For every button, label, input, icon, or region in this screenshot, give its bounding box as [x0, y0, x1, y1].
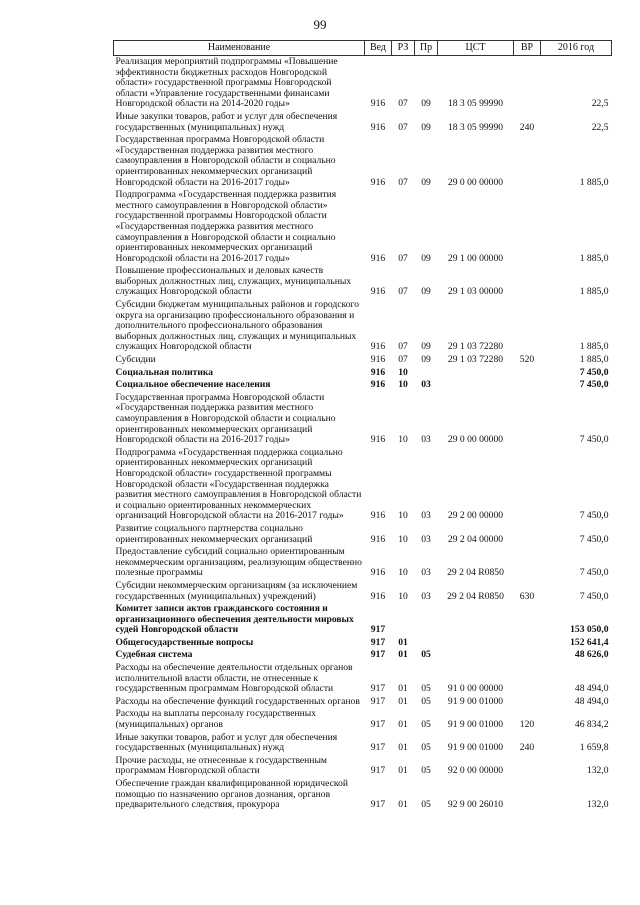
row-sum-cell: 48 626,0 — [574, 649, 609, 661]
row-name-cell: Общегосударственные вопросы — [115, 636, 254, 648]
table-body — [114, 56, 612, 812]
row-rz-cell: 07 — [398, 341, 408, 353]
row-ved-cell: 917 — [370, 799, 386, 811]
row-vr-cell: 120 — [519, 719, 535, 731]
row-pr-cell: 03 — [421, 510, 431, 522]
row-cst-cell: 29 1 03 72280 — [447, 341, 504, 353]
row-cst-cell: 29 1 03 72280 — [447, 354, 504, 366]
row-ved-cell: 917 — [370, 695, 386, 707]
table-row — [114, 379, 612, 392]
row-name-cell: Подпрограмма «Государственная поддержка развития местного самоуправления в Новгородской области» государственной программы Новгородской области «Государственная поддержка развития местного самоуправления в Новгородской области и социально ориентированных некоммерческих организаций Новгородской области на 2016-2017 годы» — [115, 189, 337, 264]
row-ved-cell: 917 — [370, 649, 386, 661]
row-name-cell: Реализация мероприятий подпрограммы «Повышение эффективности бюджетных расходов Новгородской области» государственной программы Новгородской области «Управление государственными финансами Новгородской области на 2014-2020 годы» — [115, 56, 338, 110]
row-pr-cell: 09 — [421, 286, 431, 298]
row-ved-cell: 916 — [370, 366, 386, 378]
row-pr-cell — [415, 637, 438, 650]
row-pr-cell: 05 — [421, 695, 431, 707]
row-vr-cell — [514, 392, 541, 447]
row-ved-cell: 916 — [370, 379, 386, 391]
row-rz-cell: 01 — [398, 636, 408, 648]
row-vr-cell — [514, 379, 541, 392]
row-sum-cell: 1 885,0 — [579, 354, 609, 366]
column-header-rz: РЗ — [392, 41, 415, 56]
table-row — [114, 708, 612, 731]
row-name-cell: Иные закупки товаров, работ и услуг для обеспечения государственных (муниципальных) нужд — [115, 731, 338, 754]
row-vr-cell — [514, 637, 541, 650]
row-rz-cell: 07 — [398, 121, 408, 133]
row-vr-cell — [514, 299, 541, 354]
row-vr-cell — [514, 696, 541, 709]
row-vr-cell — [514, 367, 541, 380]
table-row — [114, 696, 612, 709]
row-sum-cell: 7 450,0 — [579, 379, 609, 391]
row-vr-cell — [514, 265, 541, 299]
row-cst-cell — [438, 649, 514, 662]
row-name-cell: Расходы на обеспечение деятельности отдельных органов исполнительной власти области, не отнесенные к государственным программам Новгородской области — [115, 662, 353, 695]
column-header-name: Наименование — [114, 41, 365, 56]
row-cst-cell: 18 3 05 99990 — [447, 98, 504, 110]
row-cst-cell: 29 2 04 00000 — [447, 533, 504, 545]
row-pr-cell: 09 — [421, 354, 431, 366]
table-row — [114, 603, 612, 637]
row-ved-cell: 916 — [370, 510, 386, 522]
table-row — [114, 56, 612, 111]
row-rz-cell: 07 — [398, 252, 408, 264]
row-name-cell: Субсидии некоммерческим организациям (за исключением государственных (муниципальных) учреждений) — [115, 579, 358, 602]
row-vr-cell — [514, 134, 541, 189]
row-cst-cell: 91 0 00 00000 — [447, 683, 504, 695]
row-cst-cell: 91 9 00 01000 — [447, 742, 504, 754]
row-ved-cell: 916 — [370, 286, 386, 298]
row-name-cell: Судебная система — [115, 649, 193, 661]
table-row — [114, 637, 612, 650]
row-rz-cell: 10 — [398, 590, 408, 602]
row-vr-cell: 520 — [519, 354, 535, 366]
row-sum-cell: 46 834,2 — [574, 719, 609, 731]
row-pr-cell: 03 — [421, 567, 431, 579]
row-rz-cell: 01 — [398, 719, 408, 731]
row-ved-cell: 917 — [370, 719, 386, 731]
row-ved-cell: 916 — [370, 252, 386, 264]
row-rz-cell: 10 — [398, 567, 408, 579]
row-ved-cell: 916 — [370, 434, 386, 446]
row-name-cell: Иные закупки товаров, работ и услуг для обеспечения государственных (муниципальных) нужд — [115, 110, 338, 133]
row-ved-cell: 916 — [370, 590, 386, 602]
row-cst-cell: 29 2 00 00000 — [447, 510, 504, 522]
row-cst-cell: 91 9 00 01000 — [447, 719, 504, 731]
row-pr-cell: 09 — [421, 252, 431, 264]
row-cst-cell: 29 0 00 00000 — [447, 176, 504, 188]
row-rz-cell: 10 — [398, 379, 408, 391]
row-rz-cell: 01 — [398, 649, 408, 661]
table-row — [114, 354, 612, 367]
row-ved-cell: 916 — [370, 98, 386, 110]
column-header-sum: 2016 год — [541, 41, 612, 56]
row-vr-cell: 240 — [519, 121, 535, 133]
row-cst-cell: 91 9 00 01000 — [447, 695, 504, 707]
row-vr-cell — [514, 189, 541, 265]
row-pr-cell: 03 — [421, 434, 431, 446]
row-vr-cell — [514, 778, 541, 812]
row-cst-cell: 18 3 05 99990 — [447, 121, 504, 133]
page-number: 99 — [313, 17, 327, 32]
row-name-cell: Социальное обеспечение населения — [115, 379, 271, 391]
table-row — [114, 447, 612, 523]
row-pr-cell — [415, 603, 438, 637]
row-cst-cell: 92 9 00 26010 — [447, 799, 504, 811]
row-rz-cell — [392, 603, 415, 637]
row-name-cell: Социальная политика — [115, 366, 214, 378]
row-name-cell: Обеспечение граждан квалифицированной юридической помощью по назначению органов дознания, органов предварительного следствия, прокурора — [115, 778, 348, 811]
row-rz-cell: 10 — [398, 434, 408, 446]
table-row — [114, 299, 612, 354]
row-sum-cell: 132,0 — [586, 799, 609, 811]
row-pr-cell: 05 — [421, 649, 431, 661]
budget-table — [113, 40, 612, 812]
row-vr-cell: 630 — [519, 590, 535, 602]
row-vr-cell — [514, 662, 541, 696]
row-cst-cell: 29 1 03 00000 — [447, 286, 504, 298]
table-row — [114, 111, 612, 134]
row-rz-cell: 07 — [398, 98, 408, 110]
row-vr-cell: 240 — [519, 742, 535, 754]
row-pr-cell — [415, 367, 438, 380]
table-row — [114, 523, 612, 546]
row-pr-cell: 05 — [421, 799, 431, 811]
table-row — [114, 755, 612, 778]
row-ved-cell: 916 — [370, 533, 386, 545]
row-sum-cell: 1 885,0 — [579, 286, 609, 298]
row-name-cell: Предоставление субсидий социально ориентированным некоммерческим организациям, реализующим общественно полезные программы — [115, 546, 362, 579]
table-row — [114, 732, 612, 755]
row-name-cell: Субсидии бюджетам муниципальных районов и городского округа на организацию профессионального образования и дополнительного профессионального образования выборных должностных лиц, служащих и муниципальных служащих Новгородской области — [115, 299, 360, 353]
row-sum-cell: 7 450,0 — [579, 533, 609, 545]
row-sum-cell: 48 494,0 — [574, 683, 609, 695]
table-row — [114, 367, 612, 380]
row-ved-cell: 916 — [370, 121, 386, 133]
row-rz-cell: 01 — [398, 765, 408, 777]
row-ved-cell: 917 — [370, 624, 386, 636]
row-ved-cell: 917 — [370, 742, 386, 754]
row-rz-cell: 10 — [398, 510, 408, 522]
row-sum-cell: 7 450,0 — [579, 590, 609, 602]
table-row — [114, 134, 612, 189]
row-vr-cell — [514, 546, 541, 580]
row-sum-cell: 1 885,0 — [579, 252, 609, 264]
row-rz-cell: 07 — [398, 176, 408, 188]
row-sum-cell: 22,5 — [591, 98, 609, 110]
column-header-cst: ЦСТ — [438, 41, 514, 56]
row-name-cell: Прочие расходы, не отнесенные к государственным программам Новгородской области — [115, 754, 327, 777]
row-rz-cell: 01 — [398, 742, 408, 754]
row-vr-cell — [514, 447, 541, 523]
row-name-cell: Подпрограмма «Государственная поддержка социально ориентированных некоммерческих организаций Новгородской области» государственной программы Новгородской области «Государственная поддержка развития местного самоуправления в Новгородской области и социально ориентированных некоммерческих организаций Новгородской области на 2016-2017 годы» — [115, 446, 362, 522]
row-cst-cell — [438, 637, 514, 650]
row-vr-cell — [514, 649, 541, 662]
table-row — [114, 546, 612, 580]
row-sum-cell: 132,0 — [586, 765, 609, 777]
row-sum-cell: 22,5 — [591, 121, 609, 133]
row-vr-cell — [514, 523, 541, 546]
row-rz-cell: 01 — [398, 799, 408, 811]
row-sum-cell: 153 050,0 — [570, 624, 609, 636]
row-sum-cell: 7 450,0 — [579, 567, 609, 579]
row-rz-cell: 10 — [398, 366, 408, 378]
row-name-cell: Субсидии — [115, 354, 156, 366]
row-sum-cell: 1 659,8 — [579, 742, 609, 754]
row-pr-cell: 05 — [421, 765, 431, 777]
row-rz-cell: 07 — [398, 354, 408, 366]
table-row — [114, 662, 612, 696]
row-name-cell: Расходы на выплаты персоналу государственных (муниципальных) органов — [115, 708, 317, 731]
row-ved-cell: 917 — [370, 765, 386, 777]
row-pr-cell: 03 — [421, 379, 431, 391]
row-rz-cell: 01 — [398, 683, 408, 695]
row-name-cell: Государственная программа Новгородской области «Государственная поддержка развития местного самоуправления в Новгородской области и социально ориентированных некоммерческих организаций Новгородской области на 2016-2017 годы» — [115, 134, 336, 188]
table-row — [114, 265, 612, 299]
row-cst-cell — [438, 379, 514, 392]
row-pr-cell: 05 — [421, 683, 431, 695]
row-ved-cell: 917 — [370, 683, 386, 695]
column-header-pr: Пр — [415, 41, 438, 56]
row-pr-cell: 09 — [421, 121, 431, 133]
row-sum-cell: 7 450,0 — [579, 366, 609, 378]
row-pr-cell: 09 — [421, 341, 431, 353]
row-ved-cell: 916 — [370, 341, 386, 353]
row-ved-cell: 916 — [370, 567, 386, 579]
row-sum-cell: 7 450,0 — [579, 434, 609, 446]
row-vr-cell — [514, 603, 541, 637]
row-cst-cell: 29 2 04 R0850 — [447, 590, 504, 602]
row-rz-cell: 01 — [398, 695, 408, 707]
table-row — [114, 778, 612, 812]
row-sum-cell: 152 641,4 — [570, 636, 609, 648]
row-name-cell: Развитие социального партнерства социально ориентированных некоммерческих организаций — [115, 522, 313, 545]
row-cst-cell: 92 0 00 00000 — [447, 765, 504, 777]
table-row — [114, 649, 612, 662]
row-sum-cell: 7 450,0 — [579, 510, 609, 522]
row-cst-cell: 29 2 04 R0850 — [447, 567, 504, 579]
row-vr-cell — [514, 755, 541, 778]
table-row — [114, 580, 612, 603]
row-pr-cell: 09 — [421, 98, 431, 110]
row-pr-cell: 03 — [421, 533, 431, 545]
row-sum-cell: 1 885,0 — [579, 341, 609, 353]
row-pr-cell: 09 — [421, 176, 431, 188]
row-cst-cell: 29 1 00 00000 — [447, 252, 504, 264]
row-cst-cell: 29 0 00 00000 — [447, 434, 504, 446]
column-header-vr: ВР — [514, 41, 541, 56]
table-row — [114, 392, 612, 447]
row-ved-cell: 916 — [370, 354, 386, 366]
table-row — [114, 189, 612, 265]
row-sum-cell: 48 494,0 — [574, 695, 609, 707]
row-ved-cell: 916 — [370, 176, 386, 188]
row-rz-cell: 10 — [398, 533, 408, 545]
row-name-cell: Расходы на обеспечение функций государственных органов — [115, 695, 360, 707]
row-cst-cell — [438, 603, 514, 637]
row-name-cell: Повышение профессиональных и деловых качеств выборных должностных лиц, служащих, муниципальных служащих Новгородской области — [115, 265, 352, 298]
row-vr-cell — [514, 56, 541, 111]
row-pr-cell: 05 — [421, 742, 431, 754]
column-header-ved: Вед — [365, 41, 392, 56]
row-name-cell: Государственная программа Новгородской области «Государственная поддержка развития местного самоуправления в Новгородской области и социально ориентированных некоммерческих организаций Новгородской области на 2016-2017 годы» — [115, 391, 336, 446]
row-cst-cell — [438, 367, 514, 380]
row-ved-cell: 917 — [370, 636, 386, 648]
row-name-cell: Комитет записи актов гражданского состояния и организационного обеспечения деятельности мировых судей Новгородской области — [115, 603, 354, 636]
row-pr-cell: 03 — [421, 590, 431, 602]
row-sum-cell: 1 885,0 — [579, 176, 609, 188]
table-header-row — [114, 41, 612, 56]
row-rz-cell: 07 — [398, 286, 408, 298]
row-pr-cell: 05 — [421, 719, 431, 731]
